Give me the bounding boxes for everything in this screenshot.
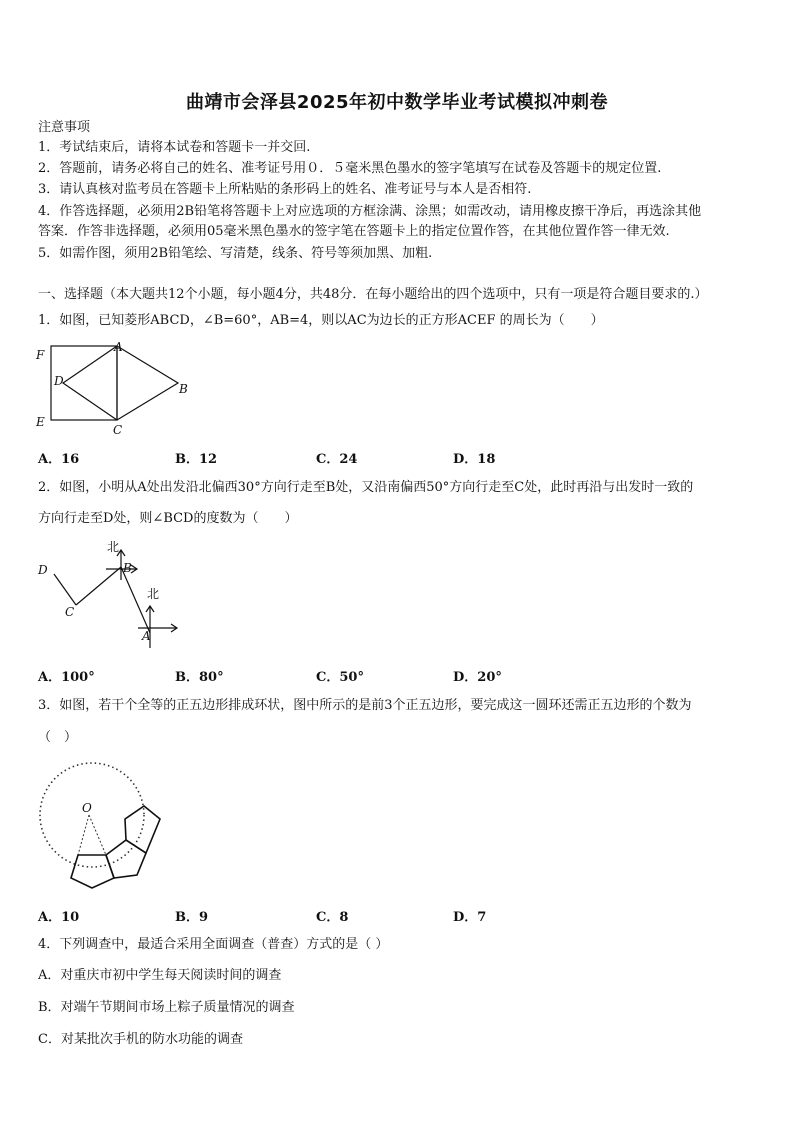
label-o: O — [82, 801, 92, 815]
direction-figure — [34, 538, 184, 653]
q4-choice-b: B．对端午节期间市场上粽子质量情况的调查 — [38, 1000, 295, 1015]
label-d: D — [54, 374, 64, 388]
notice-item: 2．答题前，请务必将自己的姓名、准考证号用０．５毫米黑色墨水的签字笔填写在试卷及答题卡的规定位置. — [38, 161, 662, 176]
question-2-text: 2．如图，小明从A处出发沿北偏西30°方向行走至B处，又沿南偏西50°方向行走至C处，此时再沿与出发时一致的 — [38, 480, 694, 495]
q1-option-c: C．24 — [316, 452, 358, 467]
q3-option-a: A．10 — [38, 910, 80, 925]
question-1-text: 1．如图，已知菱形ABCD，∠B=60°，AB=4，则以AC为边长的正方形ACEF 的周长为（ ） — [38, 313, 604, 328]
q3-option-d: D．7 — [453, 910, 487, 925]
label-a: A — [142, 629, 151, 643]
label-c: C — [113, 423, 123, 437]
section-heading: 一、选择题（本大题共12个小题，每小题4分，共48分．在每小题给出的四个选项中，只有一项是符合题目要求的.） — [38, 287, 708, 302]
q3-option-c: C．8 — [316, 910, 349, 925]
q2-option-b: B．80° — [175, 670, 224, 685]
notice-item: 5．如需作图，须用2B铅笔绘、写清楚，线条、符号等须加黑、加粗. — [38, 246, 433, 261]
label-f: F — [36, 348, 45, 362]
label-e: E — [36, 415, 45, 429]
question-2-text-cont: 方向行走至D处，则∠BCD的度数为（ ） — [38, 511, 298, 526]
q1-option-b: B．12 — [175, 452, 218, 467]
north-label-b: 北 — [107, 540, 120, 554]
label-b: B — [123, 561, 132, 575]
notice-item: 1．考试结束后，请将本试卷和答题卡一并交回. — [38, 140, 311, 155]
label-c: C — [65, 605, 75, 619]
q2-option-a: A．100° — [38, 670, 95, 685]
rhombus-square-figure — [30, 338, 200, 438]
q1-option-a: A．16 — [38, 452, 80, 467]
q2-option-c: C．50° — [316, 670, 364, 685]
label-d: D — [38, 563, 48, 577]
page-title: 曲靖市会泽县2025年初中数学毕业考试模拟冲刺卷 — [185, 92, 609, 113]
q2-option-d: D．20° — [453, 670, 502, 685]
pentagon-ring-figure — [34, 760, 174, 890]
question-4-text: 4．下列调查中，最适合采用全面调查（普查）方式的是（ ） — [38, 937, 389, 952]
notice-heading: 注意事项 — [38, 120, 91, 135]
question-3-text: 3．如图，若干个全等的正五边形排成环状，图中所示的是前3个正五边形，要完成这一圆环还需正五边形的个数为 — [38, 698, 692, 713]
notice-item: 3．请认真核对监考员在答题卡上所粘贴的条形码上的姓名、准考证号与本人是否相符. — [38, 182, 532, 197]
label-a: A — [114, 340, 123, 354]
notice-item: 4．作答选择题，必须用2B铅笔将答题卡上对应选项的方框涂满、涂黑；如需改动，请用橡皮擦干净后，再选涂其他 — [38, 204, 702, 219]
q1-option-d: D．18 — [453, 452, 496, 467]
question-3-text-cont: （ ） — [38, 730, 78, 745]
label-b: B — [179, 382, 188, 396]
north-label-a: 北 — [147, 587, 160, 601]
notice-item: 答案．作答非选择题，必须用05毫米黑色墨水的签字笔在答题卡上的指定位置作答，在其他位置作答一律无效. — [38, 224, 670, 239]
q3-option-b: B．9 — [175, 910, 209, 925]
q4-choice-a: A．对重庆市初中学生每天阅读时间的调查 — [38, 968, 282, 983]
q4-choice-c: C．对某批次手机的防水功能的调查 — [38, 1032, 243, 1047]
